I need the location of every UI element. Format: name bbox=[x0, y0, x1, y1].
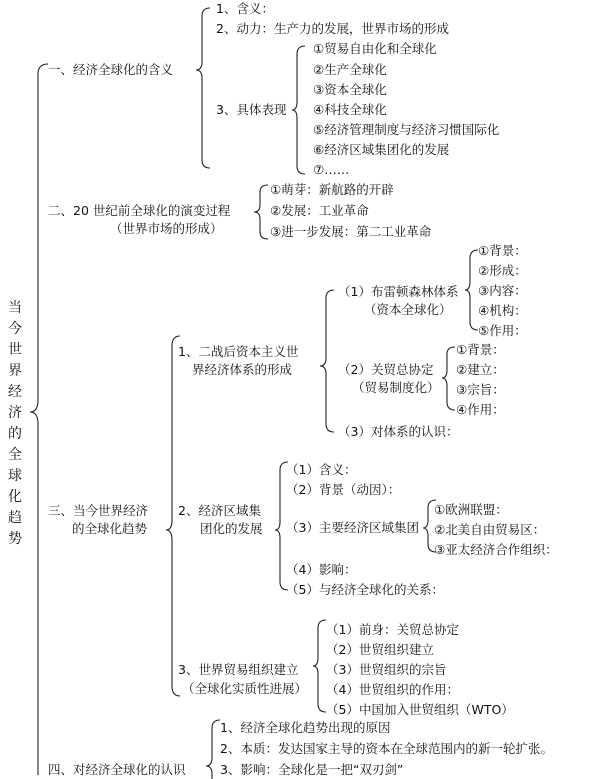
root-bracket bbox=[30, 64, 48, 775]
bracket-s1-list bbox=[292, 46, 305, 174]
s3c-item: （4）世贸组织的作用： bbox=[326, 682, 459, 697]
s3-title-line2: 的全球化趋势 bbox=[72, 521, 148, 536]
s4-item: 1、经济全球化趋势出现的原因 bbox=[220, 720, 391, 735]
bracket-s2 bbox=[254, 185, 268, 239]
s1-item-2: 2、动力：生产力的发展，世界市场的形成 bbox=[216, 21, 449, 36]
s3a-title-line2: 界经济体系的形成 bbox=[192, 362, 293, 377]
s3b-title-line2: 团化的发展 bbox=[200, 521, 263, 536]
s3c-title-line2: （全球化实质性进展） bbox=[182, 681, 308, 696]
s3c-item: （1）前身：关贸总协定 bbox=[326, 622, 459, 637]
group-item: ①欧洲联盟： bbox=[434, 502, 508, 517]
bracket-s3c bbox=[313, 620, 326, 712]
s1-list-item: ⑦…… bbox=[313, 162, 350, 177]
s1-item-1: 1、含义： bbox=[216, 1, 274, 16]
s2-list-item: ①萌芽：新航路的开辟 bbox=[270, 182, 394, 197]
bracket-s3a bbox=[320, 290, 334, 432]
s2-subtitle: （世界市场的形成） bbox=[110, 221, 223, 236]
bw-list-item: ④机构： bbox=[478, 303, 527, 318]
group-item: ②北美自由贸易区： bbox=[434, 522, 546, 537]
s3b-item: （3）主要经济区域集团 bbox=[286, 520, 419, 535]
s1-list-item: ⑥经济区域集团化的发展 bbox=[313, 142, 450, 157]
gatt-list-item: ④作用： bbox=[456, 402, 505, 417]
s4-title: 四、对经济全球化的认识 bbox=[48, 762, 186, 777]
s1-item-3: 3、具体表现 bbox=[216, 102, 287, 117]
s3c-item: （2）世贸组织建立 bbox=[326, 642, 434, 657]
s1-list-item: ③资本全球化 bbox=[313, 82, 387, 97]
s3c-item: （5）中国加入世贸组织（WTO） bbox=[326, 702, 514, 717]
bretton-woods-sub: （资本全球化） bbox=[364, 302, 452, 317]
bw-list-item: ⑤作用： bbox=[478, 323, 527, 338]
s3b-item: （4）影响： bbox=[286, 562, 357, 577]
bracket-s4 bbox=[206, 720, 220, 779]
gatt-list-item: ①背景： bbox=[456, 342, 505, 357]
bracket-bw bbox=[465, 250, 478, 330]
s3c-title: 3、世界贸易组织建立 bbox=[178, 662, 299, 677]
bw-list-item: ①背景： bbox=[478, 243, 527, 258]
group-item: ③亚太经济合作组织： bbox=[434, 542, 558, 557]
s3b-item: （2）背景（动因）： bbox=[286, 482, 401, 497]
gatt: （2）关贸总协定 bbox=[338, 362, 434, 377]
s2-list-item: ③进一步发展：第二工业革命 bbox=[270, 224, 432, 239]
s4-item: 2、本质：发达国家主导的资本在全球范围内的新一轮扩张。 bbox=[220, 741, 553, 756]
s1-list-item: ⑤经济管理制度与经济习惯国际化 bbox=[313, 122, 500, 137]
s3a-title: 1、二战后资本主义世 bbox=[178, 344, 299, 359]
s1-list-item: ②生产全球化 bbox=[313, 62, 387, 77]
s3c-item: （3）世贸组织的宗旨 bbox=[326, 662, 447, 677]
s3-title: 三、当今世界经济 bbox=[48, 503, 149, 518]
root-title: 当今世界经济的全球化趋势 bbox=[8, 300, 22, 547]
s1-title: 一、经济全球化的含义 bbox=[48, 62, 174, 77]
system-view: （3）对体系的认识： bbox=[338, 424, 459, 439]
bracket-gatt bbox=[442, 347, 455, 410]
s2-list-item: ②发展：工业革命 bbox=[270, 203, 369, 218]
s3b-item: （1）含义： bbox=[286, 462, 357, 477]
gatt-sub: （贸易制度化） bbox=[352, 380, 440, 395]
s3b-item: （5）与经济全球化的关系： bbox=[286, 582, 444, 597]
gatt-list-item: ②建立： bbox=[456, 362, 505, 377]
gatt-list-item: ③宗旨： bbox=[456, 382, 505, 397]
s3b-title: 2、经济区域集 bbox=[178, 503, 261, 518]
s1-list-item: ①贸易自由化和全球化 bbox=[313, 41, 437, 56]
bretton-woods: （1）布雷顿森林体系 bbox=[338, 284, 459, 299]
bracket-s1 bbox=[196, 8, 210, 168]
s1-list-item: ④科技全球化 bbox=[313, 102, 387, 117]
s2-title: 二、20 世纪前全球化的演变过程 bbox=[48, 203, 231, 218]
bw-list-item: ③内容： bbox=[478, 283, 527, 298]
bw-list-item: ②形成： bbox=[478, 263, 527, 278]
s4-item: 3、影响：全球化是一把“双刃剑” bbox=[220, 762, 404, 777]
